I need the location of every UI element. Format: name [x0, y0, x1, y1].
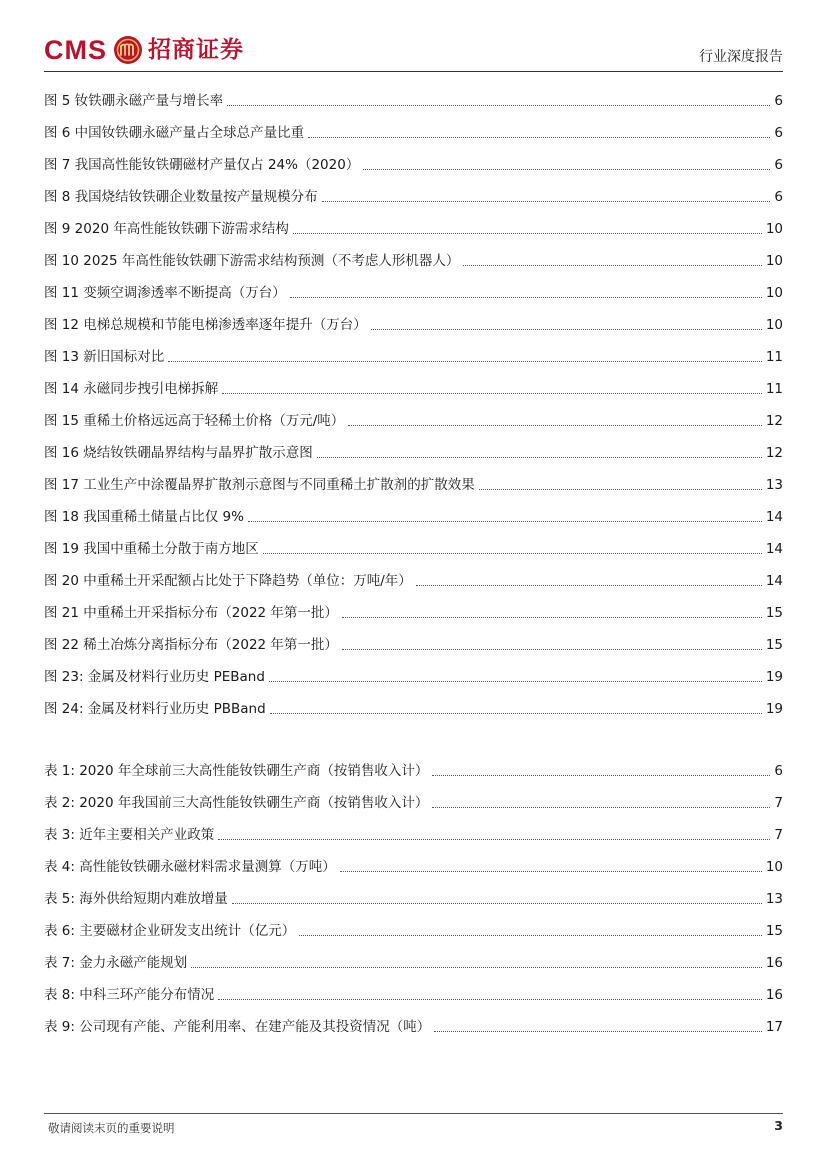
- toc-entry-page: 15: [765, 637, 783, 653]
- toc-entry-label: 图 10 2025 年高性能钕铁硼下游需求结构预测（不考虑人形机器人）: [44, 253, 460, 269]
- figure-toc-entry[interactable]: [44, 152, 783, 174]
- toc-entry-label: 图 24: 金属及材料行业历史 PBBand: [44, 701, 266, 717]
- toc-entry-page: 6: [774, 189, 783, 205]
- cms-logo: [44, 33, 244, 67]
- toc-entry-label: 图 18 我国重稀土储量占比仅 9%: [44, 509, 244, 525]
- toc-leader-dots: [232, 902, 762, 904]
- toc-entry-label: 图 11 变频空调渗透率不断提高（万台）: [44, 285, 286, 301]
- toc-entry-label: 图 8 我国烧结钕铁硼企业数量按产量规模分布: [44, 189, 318, 205]
- toc-entry-label: 表 1: 2020 年全球前三大高性能钕铁硼生产商（按销售收入计）: [44, 763, 429, 779]
- figure-toc-entry[interactable]: [44, 632, 783, 654]
- toc-entry-page: 6: [774, 93, 783, 109]
- toc-leader-dots: [168, 360, 762, 362]
- toc-entry-page: 10: [765, 317, 783, 333]
- logo-chinese-text: 招商证券: [148, 36, 244, 63]
- toc-entry-label: 图 12 电梯总规模和节能电梯渗透率逐年提升（万台）: [44, 317, 367, 333]
- toc-entry-label: 表 7: 金力永磁产能规划: [44, 955, 188, 971]
- footer-divider: [44, 1113, 783, 1114]
- figure-toc-entry[interactable]: [44, 376, 783, 398]
- page-number: 3: [774, 1118, 783, 1133]
- toc-entry-label: 图 7 我国高性能钕铁硼磁材产量仅占 24%（2020）: [44, 157, 360, 173]
- toc-leader-dots: [317, 456, 762, 458]
- table-toc-entry[interactable]: [44, 982, 783, 1004]
- figure-toc-entry[interactable]: [44, 536, 783, 558]
- toc-entry-page: 7: [774, 827, 783, 843]
- figure-toc-entry[interactable]: [44, 504, 783, 526]
- toc-entry-label: 图 19 我国中重稀土分散于南方地区: [44, 541, 259, 557]
- figure-toc-entry[interactable]: [44, 408, 783, 430]
- toc-entry-label: 表 9: 公司现有产能、产能利用率、在建产能及其投资情况（吨）: [44, 1019, 431, 1035]
- footer-disclaimer: 敬请阅读末页的重要说明: [48, 1121, 175, 1135]
- cms-emblem-icon: [113, 35, 143, 65]
- toc-entry-page: 14: [765, 541, 783, 557]
- toc-entry-page: 10: [765, 221, 783, 237]
- toc-leader-dots: [227, 104, 770, 106]
- toc-entry-page: 16: [765, 955, 783, 971]
- table-toc-entry[interactable]: [44, 758, 783, 780]
- toc-entry-page: 6: [774, 157, 783, 173]
- toc-entry-label: 表 6: 主要磁材企业研发支出统计（亿元）: [44, 923, 296, 939]
- toc-entry-page: 15: [765, 605, 783, 621]
- toc-entry-label: 图 16 烧结钕铁硼晶界结构与晶界扩散示意图: [44, 445, 313, 461]
- table-toc-entry[interactable]: [44, 918, 783, 940]
- toc-entry-label: 图 15 重稀土价格远远高于轻稀土价格（万元/吨）: [44, 413, 345, 429]
- figure-toc-entry[interactable]: [44, 184, 783, 206]
- toc-entry-label: 图 23: 金属及材料行业历史 PEBand: [44, 669, 265, 685]
- toc-entry-label: 图 5 钕铁硼永磁产量与增长率: [44, 93, 224, 109]
- figure-toc-entry[interactable]: [44, 696, 783, 718]
- figure-toc-entry[interactable]: [44, 344, 783, 366]
- logo-latin-text: CMS: [44, 34, 107, 65]
- toc-entry-page: 15: [765, 923, 783, 939]
- toc-entry-label: 图 9 2020 年高性能钕铁硼下游需求结构: [44, 221, 289, 237]
- toc-entry-page: 14: [765, 573, 783, 589]
- toc-leader-dots: [479, 488, 762, 490]
- figure-toc-entry[interactable]: [44, 88, 783, 110]
- toc-leader-dots: [432, 774, 770, 776]
- toc-entry-label: 表 5: 海外供给短期内难放增量: [44, 891, 228, 907]
- toc-leader-dots: [270, 712, 762, 714]
- toc-leader-dots: [191, 966, 762, 968]
- toc-entry-page: 19: [765, 669, 783, 685]
- toc-entry-page: 10: [765, 253, 783, 269]
- toc-leader-dots: [342, 648, 762, 650]
- table-toc-entry[interactable]: [44, 886, 783, 908]
- figure-toc-entry[interactable]: [44, 216, 783, 238]
- toc-leader-dots: [363, 168, 770, 170]
- toc-entry-page: 14: [765, 509, 783, 525]
- toc-entry-label: 表 2: 2020 年我国前三大高性能钕铁硼生产商（按销售收入计）: [44, 795, 429, 811]
- toc-leader-dots: [308, 136, 770, 138]
- toc-leader-dots: [299, 934, 762, 936]
- toc-leader-dots: [340, 870, 762, 872]
- header-divider: [44, 71, 783, 72]
- figure-toc-entry[interactable]: [44, 248, 783, 270]
- toc-entry-label: 图 6 中国钕铁硼永磁产量占全球总产量比重: [44, 125, 305, 141]
- toc-entry-label: 表 4: 高性能钕铁硼永磁材料需求量测算（万吨）: [44, 859, 336, 875]
- toc-leader-dots: [348, 424, 762, 426]
- table-toc-entry[interactable]: [44, 822, 783, 844]
- toc-leader-dots: [434, 1030, 762, 1032]
- toc-leader-dots: [371, 328, 762, 330]
- toc-leader-dots: [218, 838, 770, 840]
- toc-leader-dots: [432, 806, 770, 808]
- figure-toc-entry[interactable]: [44, 280, 783, 302]
- figure-toc-entry[interactable]: [44, 312, 783, 334]
- toc-leader-dots: [416, 584, 762, 586]
- toc-leader-dots: [263, 552, 762, 554]
- toc-entry-label: 图 17 工业生产中涂覆晶界扩散剂示意图与不同重稀土扩散剂的扩散效果: [44, 477, 475, 493]
- toc-entry-label: 图 14 永磁同步拽引电梯拆解: [44, 381, 219, 397]
- toc-leader-dots: [293, 232, 762, 234]
- figure-toc-entry[interactable]: [44, 664, 783, 686]
- toc-leader-dots: [322, 200, 771, 202]
- toc-entry-page: 19: [765, 701, 783, 717]
- toc-entry-label: 表 3: 近年主要相关产业政策: [44, 827, 215, 843]
- toc-leader-dots: [342, 616, 762, 618]
- toc-leader-dots: [269, 680, 762, 682]
- table-toc-entry[interactable]: [44, 950, 783, 972]
- toc-entry-page: 6: [774, 763, 783, 779]
- toc-entry-label: 图 21 中重稀土开采指标分布（2022 年第一批）: [44, 605, 338, 621]
- toc-entry-label: 图 22 稀土冶炼分离指标分布（2022 年第一批）: [44, 637, 338, 653]
- report-type-label: 行业深度报告: [699, 49, 783, 65]
- figure-toc-entry[interactable]: [44, 568, 783, 590]
- table-toc-entry[interactable]: [44, 1014, 783, 1036]
- table-toc-entry[interactable]: [44, 854, 783, 876]
- toc-leader-dots: [290, 296, 762, 298]
- table-toc-entry[interactable]: [44, 790, 783, 812]
- toc-entry-page: 11: [765, 381, 783, 397]
- page-header: [0, 0, 827, 80]
- figure-toc-entry[interactable]: [44, 120, 783, 142]
- toc-entry-page: 12: [765, 413, 783, 429]
- toc-entry-page: 10: [765, 285, 783, 301]
- toc-entry-page: 13: [765, 477, 783, 493]
- toc-leader-dots: [248, 520, 762, 522]
- toc-entry-label: 表 8: 中科三环产能分布情况: [44, 987, 215, 1003]
- figure-toc-entry[interactable]: [44, 440, 783, 462]
- toc-leader-dots: [463, 264, 761, 266]
- figure-toc-entry[interactable]: [44, 472, 783, 494]
- figure-toc-entry[interactable]: [44, 600, 783, 622]
- toc-entry-page: 16: [765, 987, 783, 1003]
- toc-leader-dots: [218, 998, 762, 1000]
- toc-entry-label: 图 13 新旧国标对比: [44, 349, 165, 365]
- toc-leader-dots: [222, 392, 762, 394]
- toc-entry-page: 11: [765, 349, 783, 365]
- toc-entry-page: 10: [765, 859, 783, 875]
- toc-entry-page: 7: [774, 795, 783, 811]
- toc-entry-page: 13: [765, 891, 783, 907]
- toc-entry-label: 图 20 中重稀土开采配额占比处于下降趋势（单位：万吨/年）: [44, 573, 412, 589]
- toc-entry-page: 12: [765, 445, 783, 461]
- toc-entry-page: 17: [765, 1019, 783, 1035]
- toc-entry-page: 6: [774, 125, 783, 141]
